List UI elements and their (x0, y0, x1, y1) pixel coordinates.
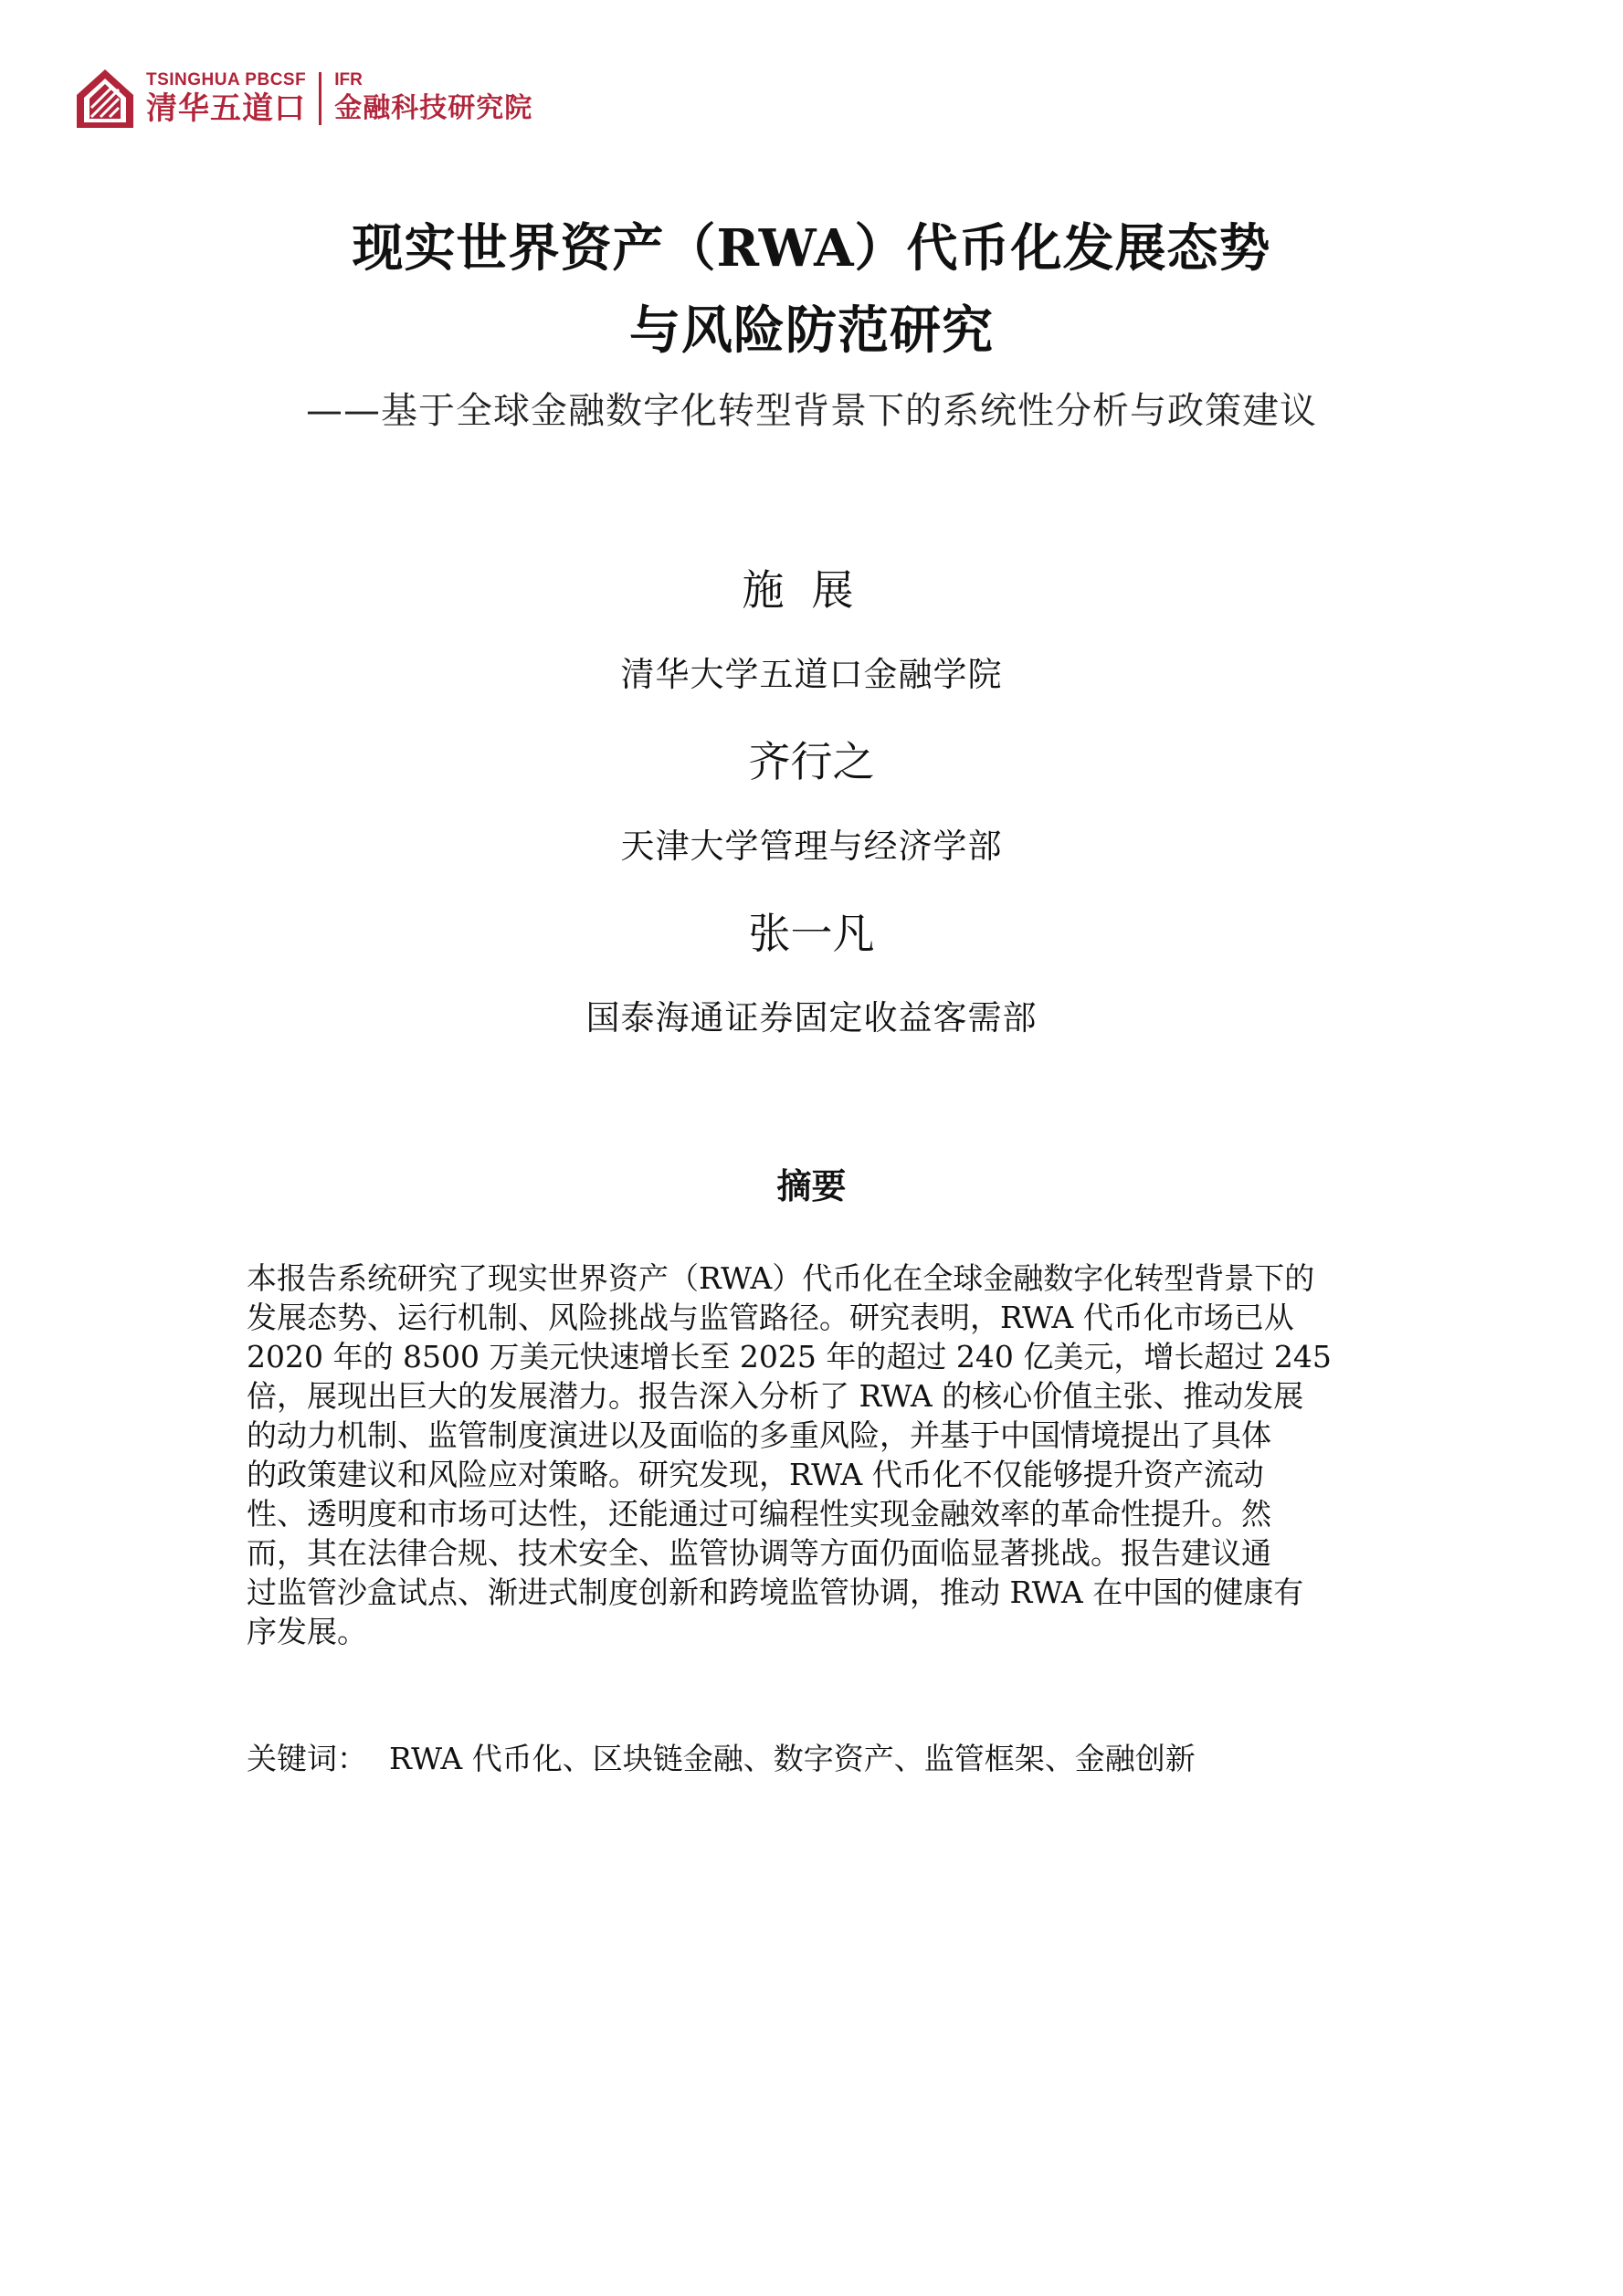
author-name: 施展 (742, 565, 881, 615)
author-affiliation: 国泰海通证券固定收益客需部 (585, 998, 1038, 1037)
logo-divider (319, 72, 321, 125)
paper-subtitle: ——基于全球金融数字化转型背景下的系统性分析与政策建议 (306, 390, 1317, 432)
abstract-line: 过监管沙盒试点、渐进式制度创新和跨境监管协调，推动 RWA 在中国的健康有 (247, 1575, 1304, 1610)
logo-institute-name: 金融科技研究院 (334, 92, 533, 124)
abstract-line: 序发展。 (247, 1614, 367, 1649)
keywords-line (247, 1735, 1196, 1778)
keywords-label: 关键词： (247, 1741, 367, 1776)
abstract-heading: 摘要 (776, 1166, 847, 1206)
abstract-line: 本报告系统研究了现实世界资产（RWA）代币化在全球金融数字化转型背景下的 (247, 1260, 1315, 1296)
abstract-line: 的政策建议和风险应对策略。研究发现，RWA 代币化不仅能够提升资产流动 (247, 1457, 1264, 1492)
abstract-line: 的动力机制、监管制度演进以及面临的多重风险，并基于中国情境提出了具体 (247, 1417, 1271, 1453)
paper-title-line-2: 与风险防范研究 (629, 300, 994, 361)
paper-title-line-1: 现实世界资产（RWA）代币化发展态势 (352, 218, 1271, 279)
abstract-line: 倍，展现出巨大的发展潜力。报告深入分析了 RWA 的核心价值主张、推动发展 (247, 1378, 1304, 1414)
abstract-line: 2020 年的 8500 万美元快速增长至 2025 年的超过 240 亿美元，增长超过 245 (247, 1339, 1332, 1374)
author-affiliation: 清华大学五道口金融学院 (620, 655, 1003, 694)
tsinghua-emblem-icon (75, 68, 135, 130)
logo-ifr: IFR (334, 70, 363, 90)
logo-english-name: TSINGHUA PBCSF (146, 70, 307, 90)
abstract-line: 发展态势、运行机制、风险挑战与监管路径。研究表明，RWA 代币化市场已从 (247, 1300, 1294, 1335)
abstract-line: 而，其在法律合规、技术安全、监管协调等方面仍面临显著挑战。报告建议通 (247, 1535, 1271, 1571)
institution-logo (75, 66, 532, 132)
abstract-line: 性、透明度和市场可达性，还能通过可编程性实现金融效率的革命性提升。然 (247, 1496, 1271, 1532)
keywords-text: RWA 代币化、区块链金融、数字资产、监管框架、金融创新 (389, 1741, 1196, 1776)
abstract-body (247, 1259, 1388, 1651)
author-name: 齐行之 (748, 737, 875, 786)
author-name: 张一凡 (748, 909, 875, 958)
author-affiliation: 天津大学管理与经济学部 (620, 827, 1003, 866)
logo-chinese-name: 清华五道口 (146, 90, 306, 127)
